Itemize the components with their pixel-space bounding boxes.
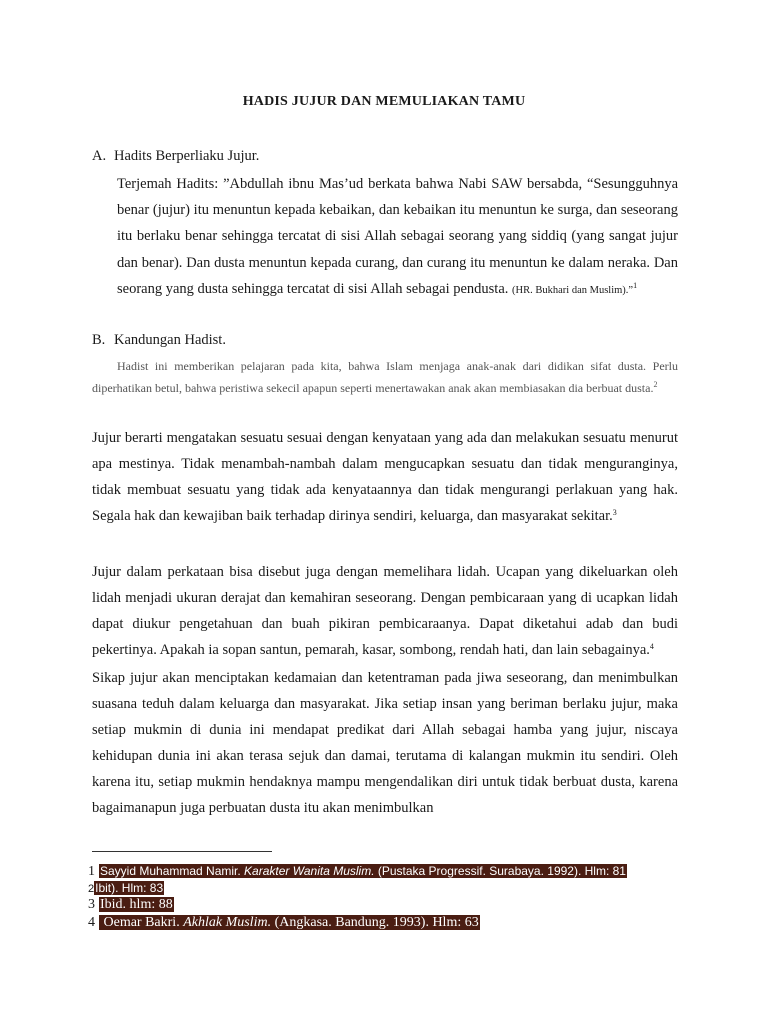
footnote-1-number: 1 bbox=[88, 864, 95, 879]
hadith-lesson: Hadist ini memberikan pelajaran pada kita, bahwa Islam menjaga anak-anak dari didikan sifat dusta. Perlu diperhatikan betul, bahwa peristiwa sekecil apapun seperti menertawakan anak akan membiasakan dia berbuat dusta. bbox=[92, 359, 678, 395]
paragraph-2-text: Jujur dalam perkataan bisa disebut juga dengan memelihara lidah. Ucapan yang dikeluarkan oleh lidah menjadi ukuran derajat dan kemahiran seseorang. Dengan pembicaraan yang di ucapkan lidah dapat diukur pengetahuan dan buah pikiran pembicaraanya. Dapat diketahui adab dan budi pekertinya. Apakah ia sopan santun, pemarah, kasar, sombong, rendah hati, dan lain sebagainya. bbox=[92, 564, 678, 658]
footnote-3 bbox=[88, 895, 174, 913]
footnote-divider bbox=[92, 851, 272, 852]
footnote-ref-2[interactable]: 2 bbox=[653, 380, 658, 389]
section-a-body bbox=[117, 171, 678, 304]
section-b-title: Kandungan Hadist. bbox=[114, 332, 226, 348]
section-b-body bbox=[92, 355, 678, 399]
paragraph-1-text: Jujur berarti mengatakan sesuatu sesuai dengan kenyataan yang ada dan melakukan sesuatu menurut apa mestinya. Tidak menambah-nambah dalam mengucapkan sesuatu dan tidak menguranginya, tidak membuat sesuatu yang tidak ada kenyataannya dan tidak mengurangi perlakuan yang hak. Segala hak dan kewajiban baik terhadap dirinya sendiri, keluarga, dan masyarakat sekitar. bbox=[92, 430, 678, 524]
footnote-4-publisher: (Angkasa. Bandung. 1993). Hlm: 63 bbox=[271, 915, 479, 930]
footnote-3-number: 3 bbox=[88, 897, 95, 912]
footnote-2-number: 2 bbox=[88, 883, 95, 895]
footnote-4-book: Akhlak Muslim. bbox=[183, 915, 272, 930]
hadith-translation: Terjemah Hadits: ”Abdullah ibnu Mas’ud berkata bahwa Nabi SAW bersabda, “Sesungguhnya benar (jujur) itu menuntun kepada kebaikan, dan kebaikan itu menuntun ke surga, dan seseorang itu berlaku benar sehingga tercatat di sisi Allah sebagai seorang yang siddiq (yang sangat jujur dan benar). Dan dusta menuntun kepada curang, dan curang itu menuntun ke dalam neraka. Dan seorang yang dusta sehingga tercatat di sisi Allah sebagai pendusta. bbox=[117, 176, 678, 297]
footnote-1-author: Sayyid Muhammad Namir. bbox=[100, 864, 245, 878]
footnote-1-book: Karakter Wanita Muslim. bbox=[244, 864, 375, 878]
footnote-1 bbox=[88, 862, 627, 880]
footnote-4-text bbox=[99, 915, 480, 930]
footnote-ref-3[interactable]: 3 bbox=[612, 508, 617, 517]
footnote-ref-1[interactable]: 1 bbox=[633, 280, 638, 290]
footnote-4 bbox=[88, 913, 480, 931]
footnote-3-text: Ibid. hlm: 88 bbox=[100, 897, 173, 912]
footnote-1-text bbox=[99, 864, 627, 878]
section-a-heading bbox=[92, 148, 259, 165]
hadith-citation: (HR. Bukhari dan Muslim).” bbox=[512, 284, 634, 296]
paragraph-3-text: Sikap jujur akan menciptakan kedamaian dan ketentraman pada jiwa seseorang, dan menimbulkan suasana teduh dalam keluarga dan masyarakat. Jika setiap insan yang beriman berlaku jujur, maka setiap mukmin di dunia ini mendapat predikat dari Allah sebagai hamba yang jujur, niscaya kehidupan dunia ini akan terasa sejuk dan damai, terutama di kalangan mukmin itu sendiri. Oleh karena itu, setiap mukmin hendaknya mampu mengendalikan diri untuk tidak berbuat dusta, karena bagaimanapun juga perbuatan dusta itu akan menimbulkan bbox=[92, 670, 678, 816]
footnote-1-publisher: (Pustaka Progressif. Surabaya. 1992). Hlm: 81 bbox=[374, 864, 626, 878]
footnote-2-text: Ibit). Hlm: 83 bbox=[95, 881, 164, 895]
section-a-number: A. bbox=[92, 148, 107, 164]
footnote-4-number: 4 bbox=[88, 915, 95, 930]
section-b-heading bbox=[92, 332, 226, 349]
section-a-title: Hadits Berperliaku Jujur. bbox=[114, 148, 260, 164]
paragraph-honesty-definition bbox=[92, 425, 678, 529]
footnote-4-author: Oemar Bakri. bbox=[103, 915, 184, 930]
section-b-number: B. bbox=[92, 332, 106, 348]
paragraph-honesty-speech bbox=[92, 559, 678, 663]
document-title: HADIS JUJUR DAN MEMULIAKAN TAMU bbox=[242, 94, 526, 109]
footnote-ref-4[interactable]: 4 bbox=[649, 642, 654, 651]
paragraph-honesty-effects bbox=[92, 665, 678, 821]
